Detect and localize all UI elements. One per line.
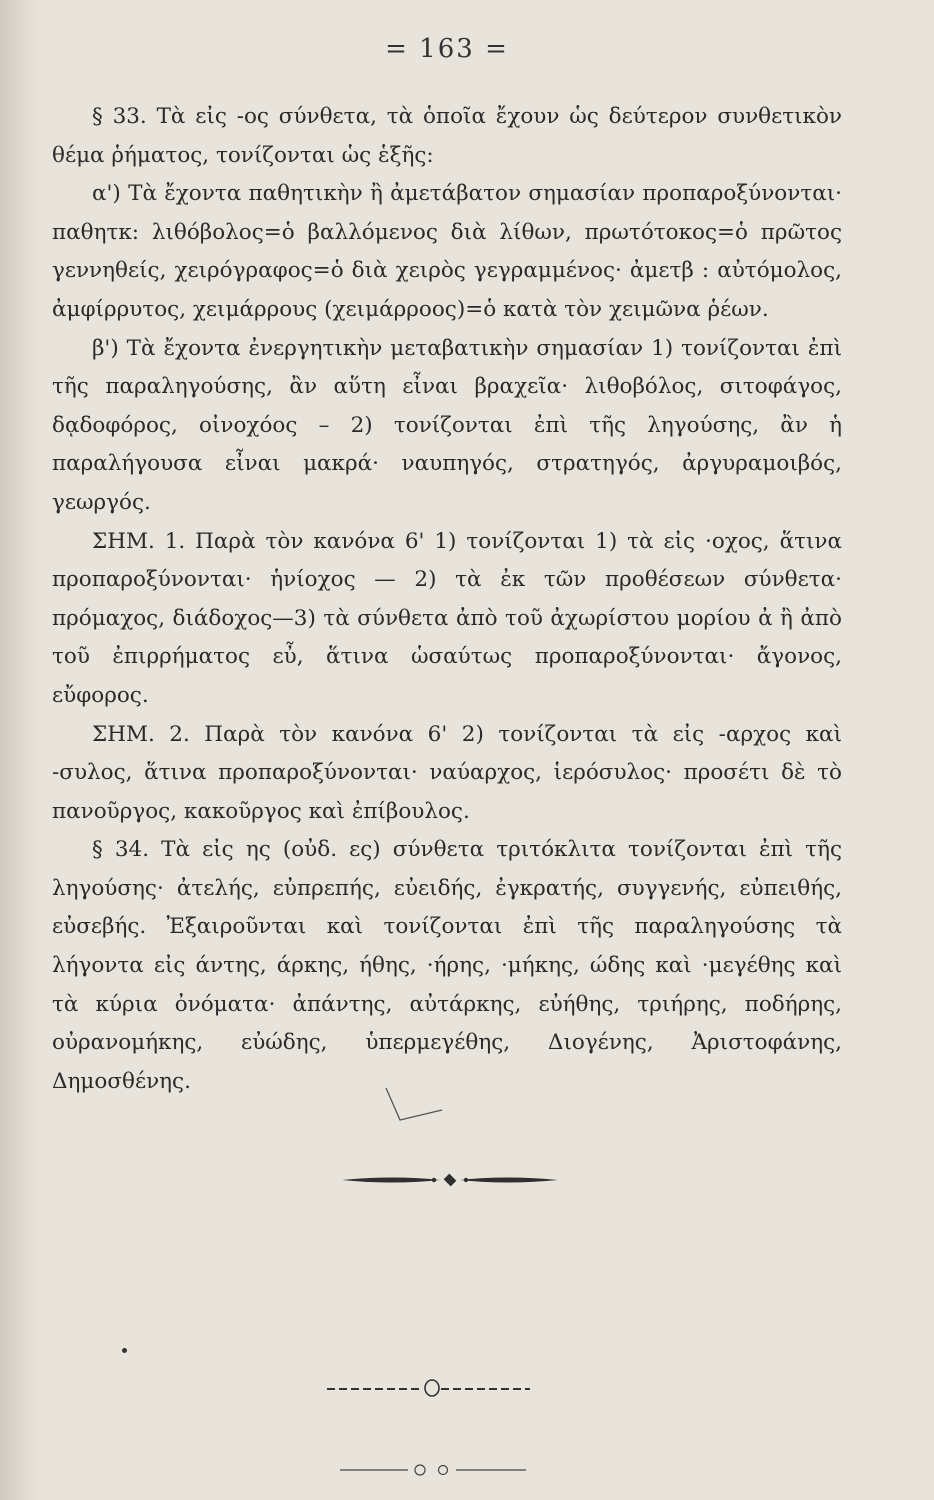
page-text bbox=[52, 98, 842, 1101]
note-1: ΣΗΜ. 1. Παρὰ τὸν κανόνα 6' 1) τονίζονται 1) τὰ εἰς ·οχος, ἅτινα προπαροξύνονται· ἡνίοχος — 2) τὰ ἐκ τῶν προθέσεων σύνθετα· πρόμαχος, διάδοχος—3) τὰ σύνθετα ἀπὸ τοῦ ἀχωρίστου μορίου ἀ ἢ ἀπὸ τοῦ ἐπιρρήματος εὖ, ἅτινα ὡσαύτως προπαροξύνονται· ἄγονος, εὔφορος. bbox=[52, 528, 842, 708]
paragraph-33-beta: β') Τὰ ἔχοντα ἐνεργητικὴν μεταβατικὴν σημασίαν 1) τονίζονται ἐπὶ τῆς παραληγούσης, ἂν αὕτη εἶναι βραχεῖα· λιθοβόλος, σιτοφάγος, δᾳδοφόρος, οἰνοχόος – 2) τονίζονται ἐπὶ τῆς ληγούσης, ἂν ἡ παραλήγουσα εἶναι μακρά· ναυπηγός, στρατηγός, ἀργυραμοιβός, γεωργός. bbox=[52, 335, 842, 515]
page-body bbox=[52, 34, 842, 1101]
page-number: = 163 = bbox=[385, 34, 509, 64]
pencil-checkmark-icon bbox=[382, 1080, 452, 1130]
paragraph-33-heading: § 33. Τὰ εἰς -ος σύνθετα, τὰ ὁποῖα ἔχουν ὡς δεύτερον συνθετικὸν θέμα ῥήματος, τονίζονται ὡς ἑξῆς: bbox=[52, 104, 842, 168]
paragraph-34: § 34. Τὰ εἰς ης (οὐδ. ες) σύνθετα τριτόκλιτα τονίζονται ἐπὶ τῆς ληγούσης· ἀτελής, εὐπρεπής, εὐειδής, ἐγκρατής, συγγενής, εὐπειθής, εὐσεβής. Ἐξαιροῦνται καὶ τονίζονται ἐπὶ τῆς παραληγούσης τὰ λήγοντα εἰς άντης, άρκης, ήθης, ·ήρης, ·μήκης, ώδης καὶ ·μεγέθης καὶ τὰ κύρια ὀνόματα· ἀπάντης, αὐτάρκης, εὐήθης, τριήρης, ποδήρης, οὐρανομήκης, εὐώδης, ὑπερμεγέθης, Διογένης, Ἀριστοφάνης, Δημοσθένης. bbox=[52, 837, 842, 1094]
paragraph-33-alpha: α') Τὰ ἔχοντα παθητικὴν ἢ ἀμετάβατον σημασίαν προπαροξύνονται· παθητκ: λιθόβολος=ὁ βαλλόμενος διὰ λίθων, πρωτότοκος=ὁ πρῶτος γεννηθείς, χειρόγραφος=ὁ διὰ χειρὸς γεγραμμένος· ἀμετβ : αὐτόμολος, ἀμφίρρυτος, χειμάρρους (χειμάρροος)=ὁ κατὰ τὸν χειμῶνα ῥέων. bbox=[52, 181, 842, 322]
ink-dot bbox=[122, 1348, 127, 1353]
small-rule-icon bbox=[338, 1462, 528, 1478]
ornamental-divider-icon bbox=[340, 1172, 560, 1188]
note-2: ΣΗΜ. 2. Παρὰ τὸν κανόνα 6' 2) τονίζονται τὰ εἰς -αρχος καὶ -συλος, ἅτινα προπαροξύνονται· ναύαρχος, ἱερόσυλος· προσέτι δὲ τὸ πανοῦργος, κακοῦργος καὶ ἐπίβουλος. bbox=[52, 721, 842, 824]
decorative-rule-icon bbox=[325, 1378, 535, 1398]
book-gutter-shadow bbox=[0, 0, 40, 1500]
